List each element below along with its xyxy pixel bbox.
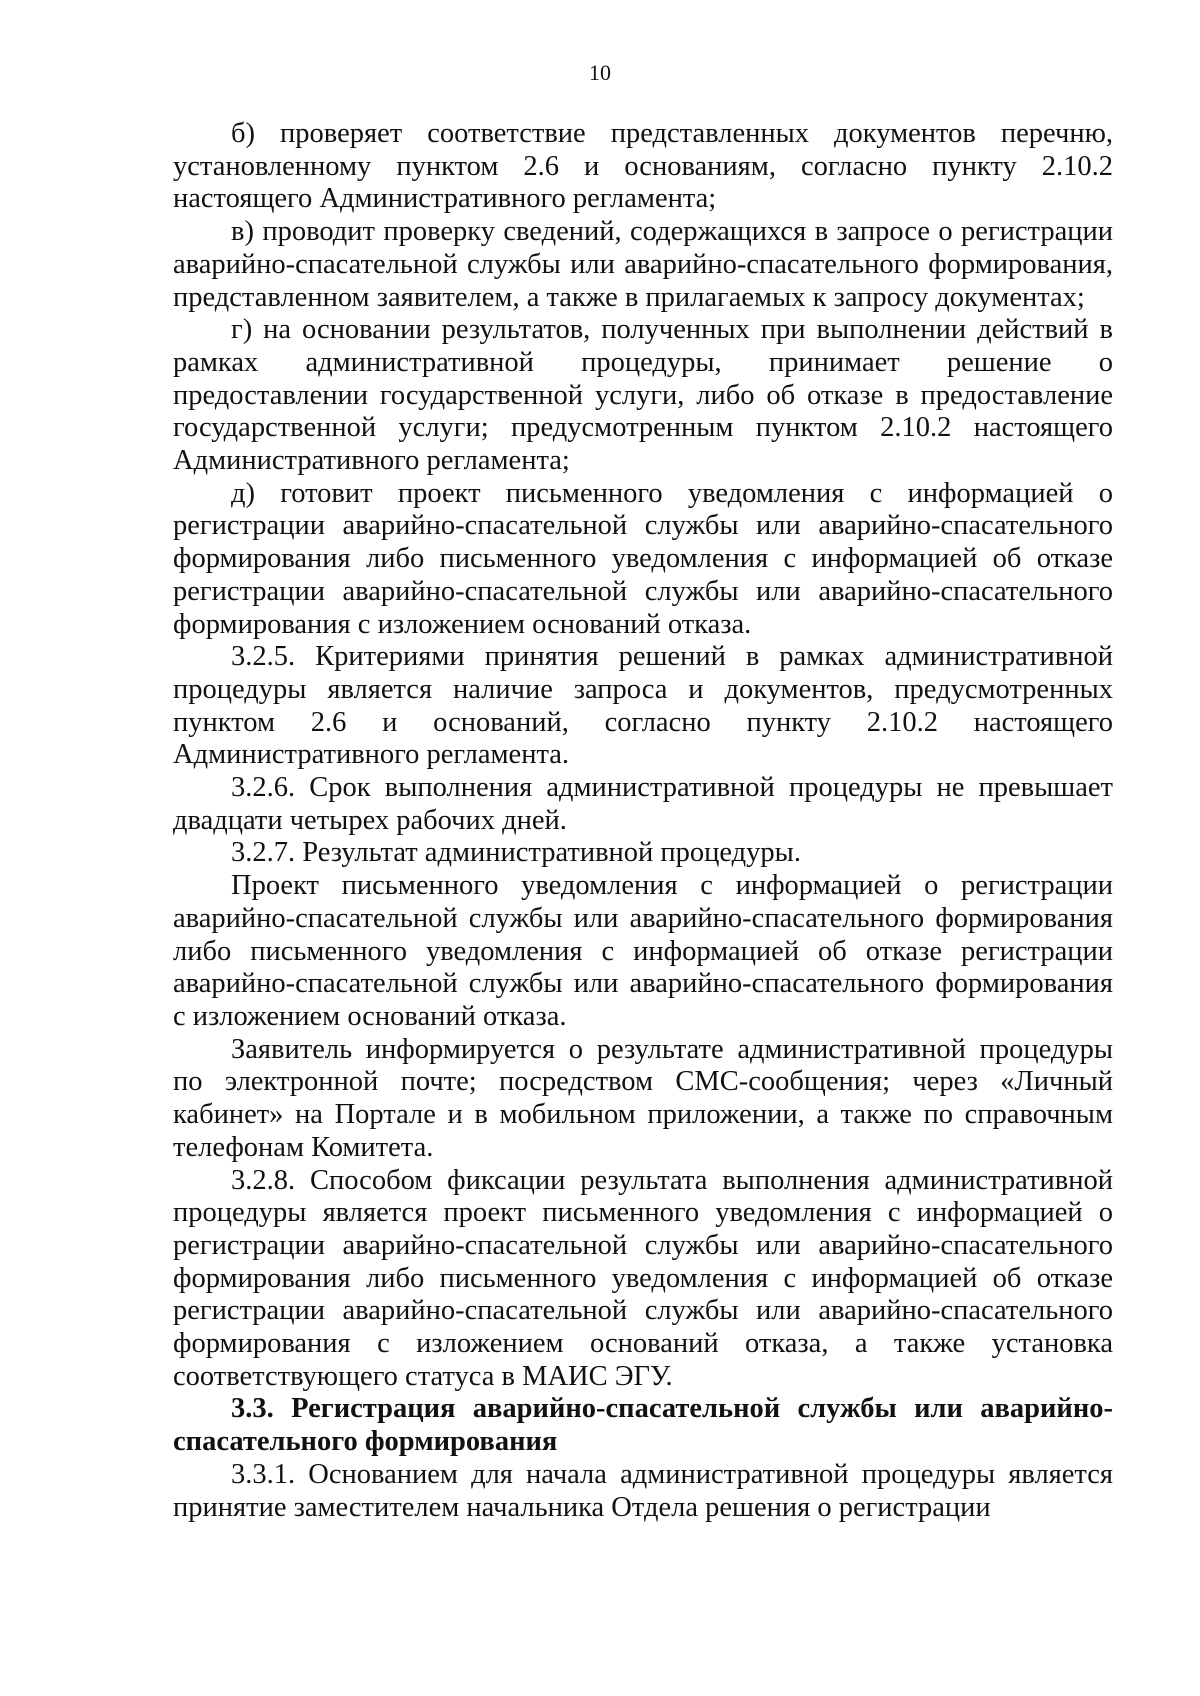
- paragraph-result-project: Проект письменного уведомления с информацией о регистрации аварийно-спасательной службы или аварийно-спасательного формирования либо письменного уведомления с информацией об отказе регистрации аварийно-спасательной службы или аварийно-спасательного формирования с изложением оснований отказа.: [173, 870, 1113, 1032]
- paragraph-item-v: в) проводит проверку сведений, содержащихся в запросе о регистрации аварийно-спасательной службы или аварийно-спасательного формирования, представленном заявителем, а также в прилагаемых к запросу документах;: [173, 216, 1113, 313]
- paragraph-item-b: б) проверяет соответствие представленных документов перечню, установленному пунктом 2.6 и основаниям, согласно пункту 2.10.2 настоящего Административного регламента;: [173, 118, 1113, 215]
- paragraph-3-2-8: 3.2.8. Способом фиксации результата выполнения административной процедуры является проект письменного уведомления с информацией о регистрации аварийно-спасательной службы или аварийно-спасательного формирования либо письменного уведомления с информацией об отказе регистрации аварийно-спасательной службы или аварийно-спасательного формирования с изложением оснований отказа, а также установка соответствующего статуса в МАИС ЭГУ.: [173, 1164, 1113, 1392]
- paragraph-item-d: д) готовит проект письменного уведомления с информацией о регистрации аварийно-спасательной службы или аварийно-спасательного формирования либо письменного уведомления с информацией об отказе регистрации аварийно-спасательной службы или аварийно-спасательного формирования с изложением оснований отказа.: [173, 477, 1113, 640]
- page-number: 10: [589, 60, 611, 85]
- section-heading-3-3: 3.3. Регистрация аварийно-спасательной службы или аварийно-спасательного формирования: [173, 1393, 1113, 1458]
- document-body: [173, 118, 1113, 1524]
- paragraph-item-g: г) на основании результатов, полученных при выполнении действий в рамках административной процедуры, принимает решение о предоставлении государственной услуги, либо об отказе в предоставление государственной услуги; предусмотренным пунктом 2.10.2 настоящего Административного регламента;: [173, 314, 1113, 477]
- paragraph-3-2-5: 3.2.5. Критериями принятия решений в рамках административной процедуры является наличие запроса и документов, предусмотренных пунктом 2.6 и оснований, согласно пункту 2.10.2 настоящего Административного регламента.: [173, 641, 1113, 771]
- paragraph-3-2-6: 3.2.6. Срок выполнения административной процедуры не превышает двадцати четырех рабочих дней.: [173, 772, 1113, 836]
- paragraph-applicant-informed: Заявитель информируется о результате административной процедуры по электронной почте; посредством СМС-сообщения; через «Личный кабинет» на Портале и в мобильном приложении, а также по справочным телефонам Комитета.: [173, 1033, 1113, 1163]
- paragraph-3-3-1: 3.3.1. Основанием для начала административной процедуры является принятие заместителем начальника Отдела решения о регистрации: [173, 1458, 1113, 1523]
- paragraph-3-2-7: 3.2.7. Результат административной процедуры.: [231, 837, 801, 869]
